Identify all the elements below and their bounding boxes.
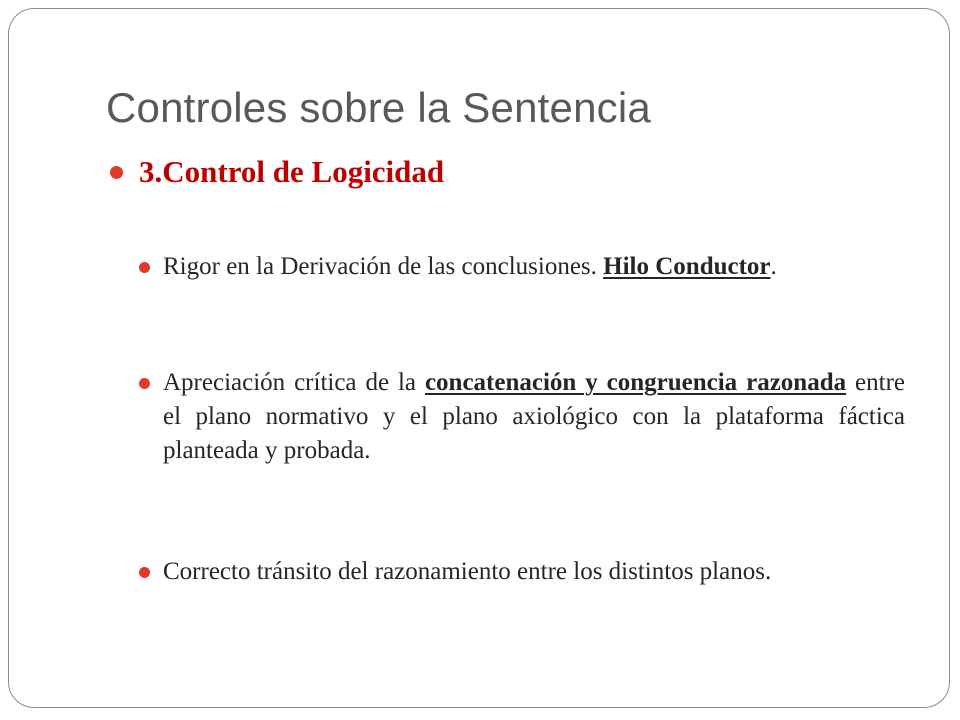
list-item-text: Correcto tránsito del razonamiento entre los distintos planos. bbox=[163, 558, 772, 585]
bullet-icon bbox=[139, 262, 150, 273]
section-heading-item bbox=[110, 154, 444, 190]
list-item bbox=[139, 366, 905, 468]
list-item bbox=[139, 555, 905, 589]
list-item-emphasis: concatenación y congruencia razonada bbox=[424, 369, 847, 396]
list-item-text bbox=[163, 366, 905, 468]
list-item bbox=[139, 250, 905, 284]
bullet-icon bbox=[139, 567, 150, 578]
list-item-text bbox=[163, 250, 905, 284]
list-item-text-pre: Rigor en la Derivación de las conclusiones. bbox=[163, 253, 604, 280]
bullet-icon bbox=[110, 166, 123, 179]
list-item-text-pre: Apreciación crítica de la bbox=[163, 369, 425, 396]
list-item-text-post: entre el plano normativo y el plano axiológico con la plataforma fáctica planteada y probada. bbox=[163, 369, 905, 464]
list-item-emphasis: Hilo Conductor bbox=[603, 253, 771, 280]
bullet-icon bbox=[139, 378, 150, 389]
list-item-text-post: . bbox=[770, 253, 777, 280]
slide-title: Controles sobre la Sentencia bbox=[106, 84, 651, 131]
section-heading: 3.Control de Logicidad bbox=[139, 154, 445, 189]
